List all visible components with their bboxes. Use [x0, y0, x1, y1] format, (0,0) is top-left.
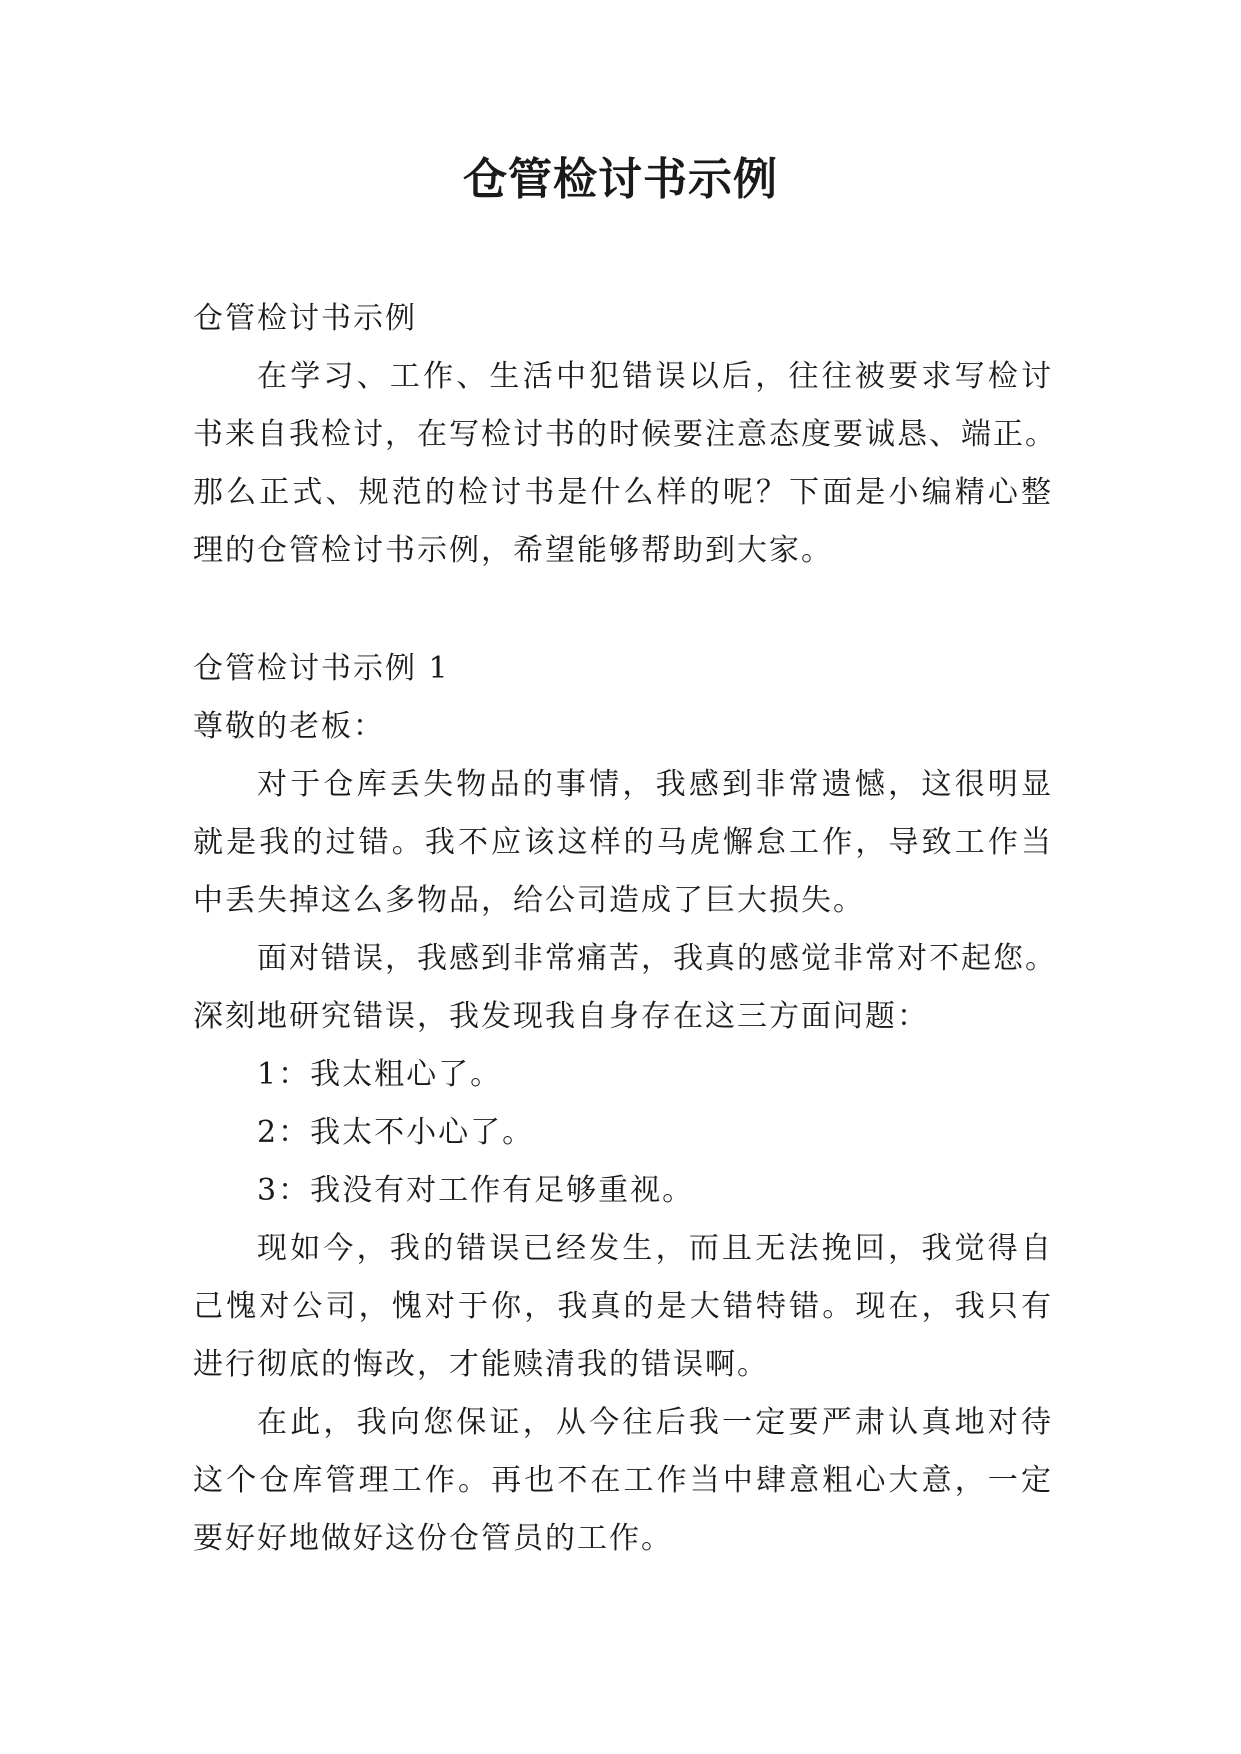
paragraph-line: 对于仓库丢失物品的事情，我感到非常遗憾，这很明显 — [257, 767, 1053, 802]
paragraph-line: 要好好地做好这份仓管员的工作。 — [193, 1521, 673, 1556]
intro-line: 理的仓管检讨书示例，希望能够帮助到大家。 — [193, 533, 833, 568]
intro-line: 在学习、工作、生活中犯错误以后，往往被要求写检讨 — [257, 359, 1053, 394]
paragraph-line: 面对错误，我感到非常痛苦，我真的感觉非常对不起您。 — [257, 941, 1057, 976]
document-title: 仓管检讨书示例 — [463, 154, 778, 205]
paragraph-line: 在此，我向您保证，从今往后我一定要严肃认真地对待 — [257, 1405, 1053, 1440]
list-item: 1：我太粗心了。 — [257, 1057, 503, 1092]
problem-list — [193, 1046, 1053, 1220]
paragraph-line: 中丢失掉这么多物品，给公司造成了巨大损失。 — [193, 883, 865, 918]
section-spacer — [193, 580, 1053, 640]
salutation: 尊敬的老板： — [193, 709, 385, 744]
paragraph — [193, 1220, 1053, 1394]
paragraph-line: 进行彻底的悔改，才能赎清我的错误啊。 — [193, 1347, 769, 1382]
paragraph-line: 就是我的过错。我不应该这样的马虎懈怠工作，导致工作当 — [193, 825, 1053, 860]
intro-paragraph — [193, 348, 1057, 580]
document-subtitle: 仓管检讨书示例 — [193, 301, 417, 336]
paragraph — [193, 1394, 1053, 1568]
paragraph — [193, 756, 1053, 930]
list-item: 2：我太不小心了。 — [257, 1115, 535, 1150]
paragraph — [193, 930, 1057, 1046]
paragraph-line: 这个仓库管理工作。再也不在工作当中肆意粗心大意，一定 — [193, 1463, 1053, 1498]
document-body — [193, 290, 1057, 1568]
section-heading: 仓管检讨书示例 1 — [193, 651, 450, 686]
paragraph-line: 己愧对公司，愧对于你，我真的是大错特错。现在，我只有 — [193, 1289, 1053, 1324]
paragraph-line: 现如今，我的错误已经发生，而且无法挽回，我觉得自 — [257, 1231, 1053, 1266]
intro-line: 书来自我检讨，在写检讨书的时候要注意态度要诚恳、端正。 — [193, 417, 1057, 452]
list-item: 3：我没有对工作有足够重视。 — [257, 1173, 695, 1208]
intro-line: 那么正式、规范的检讨书是什么样的呢？下面是小编精心整 — [193, 475, 1053, 510]
paragraph-line: 深刻地研究错误，我发现我自身存在这三方面问题： — [193, 999, 929, 1034]
